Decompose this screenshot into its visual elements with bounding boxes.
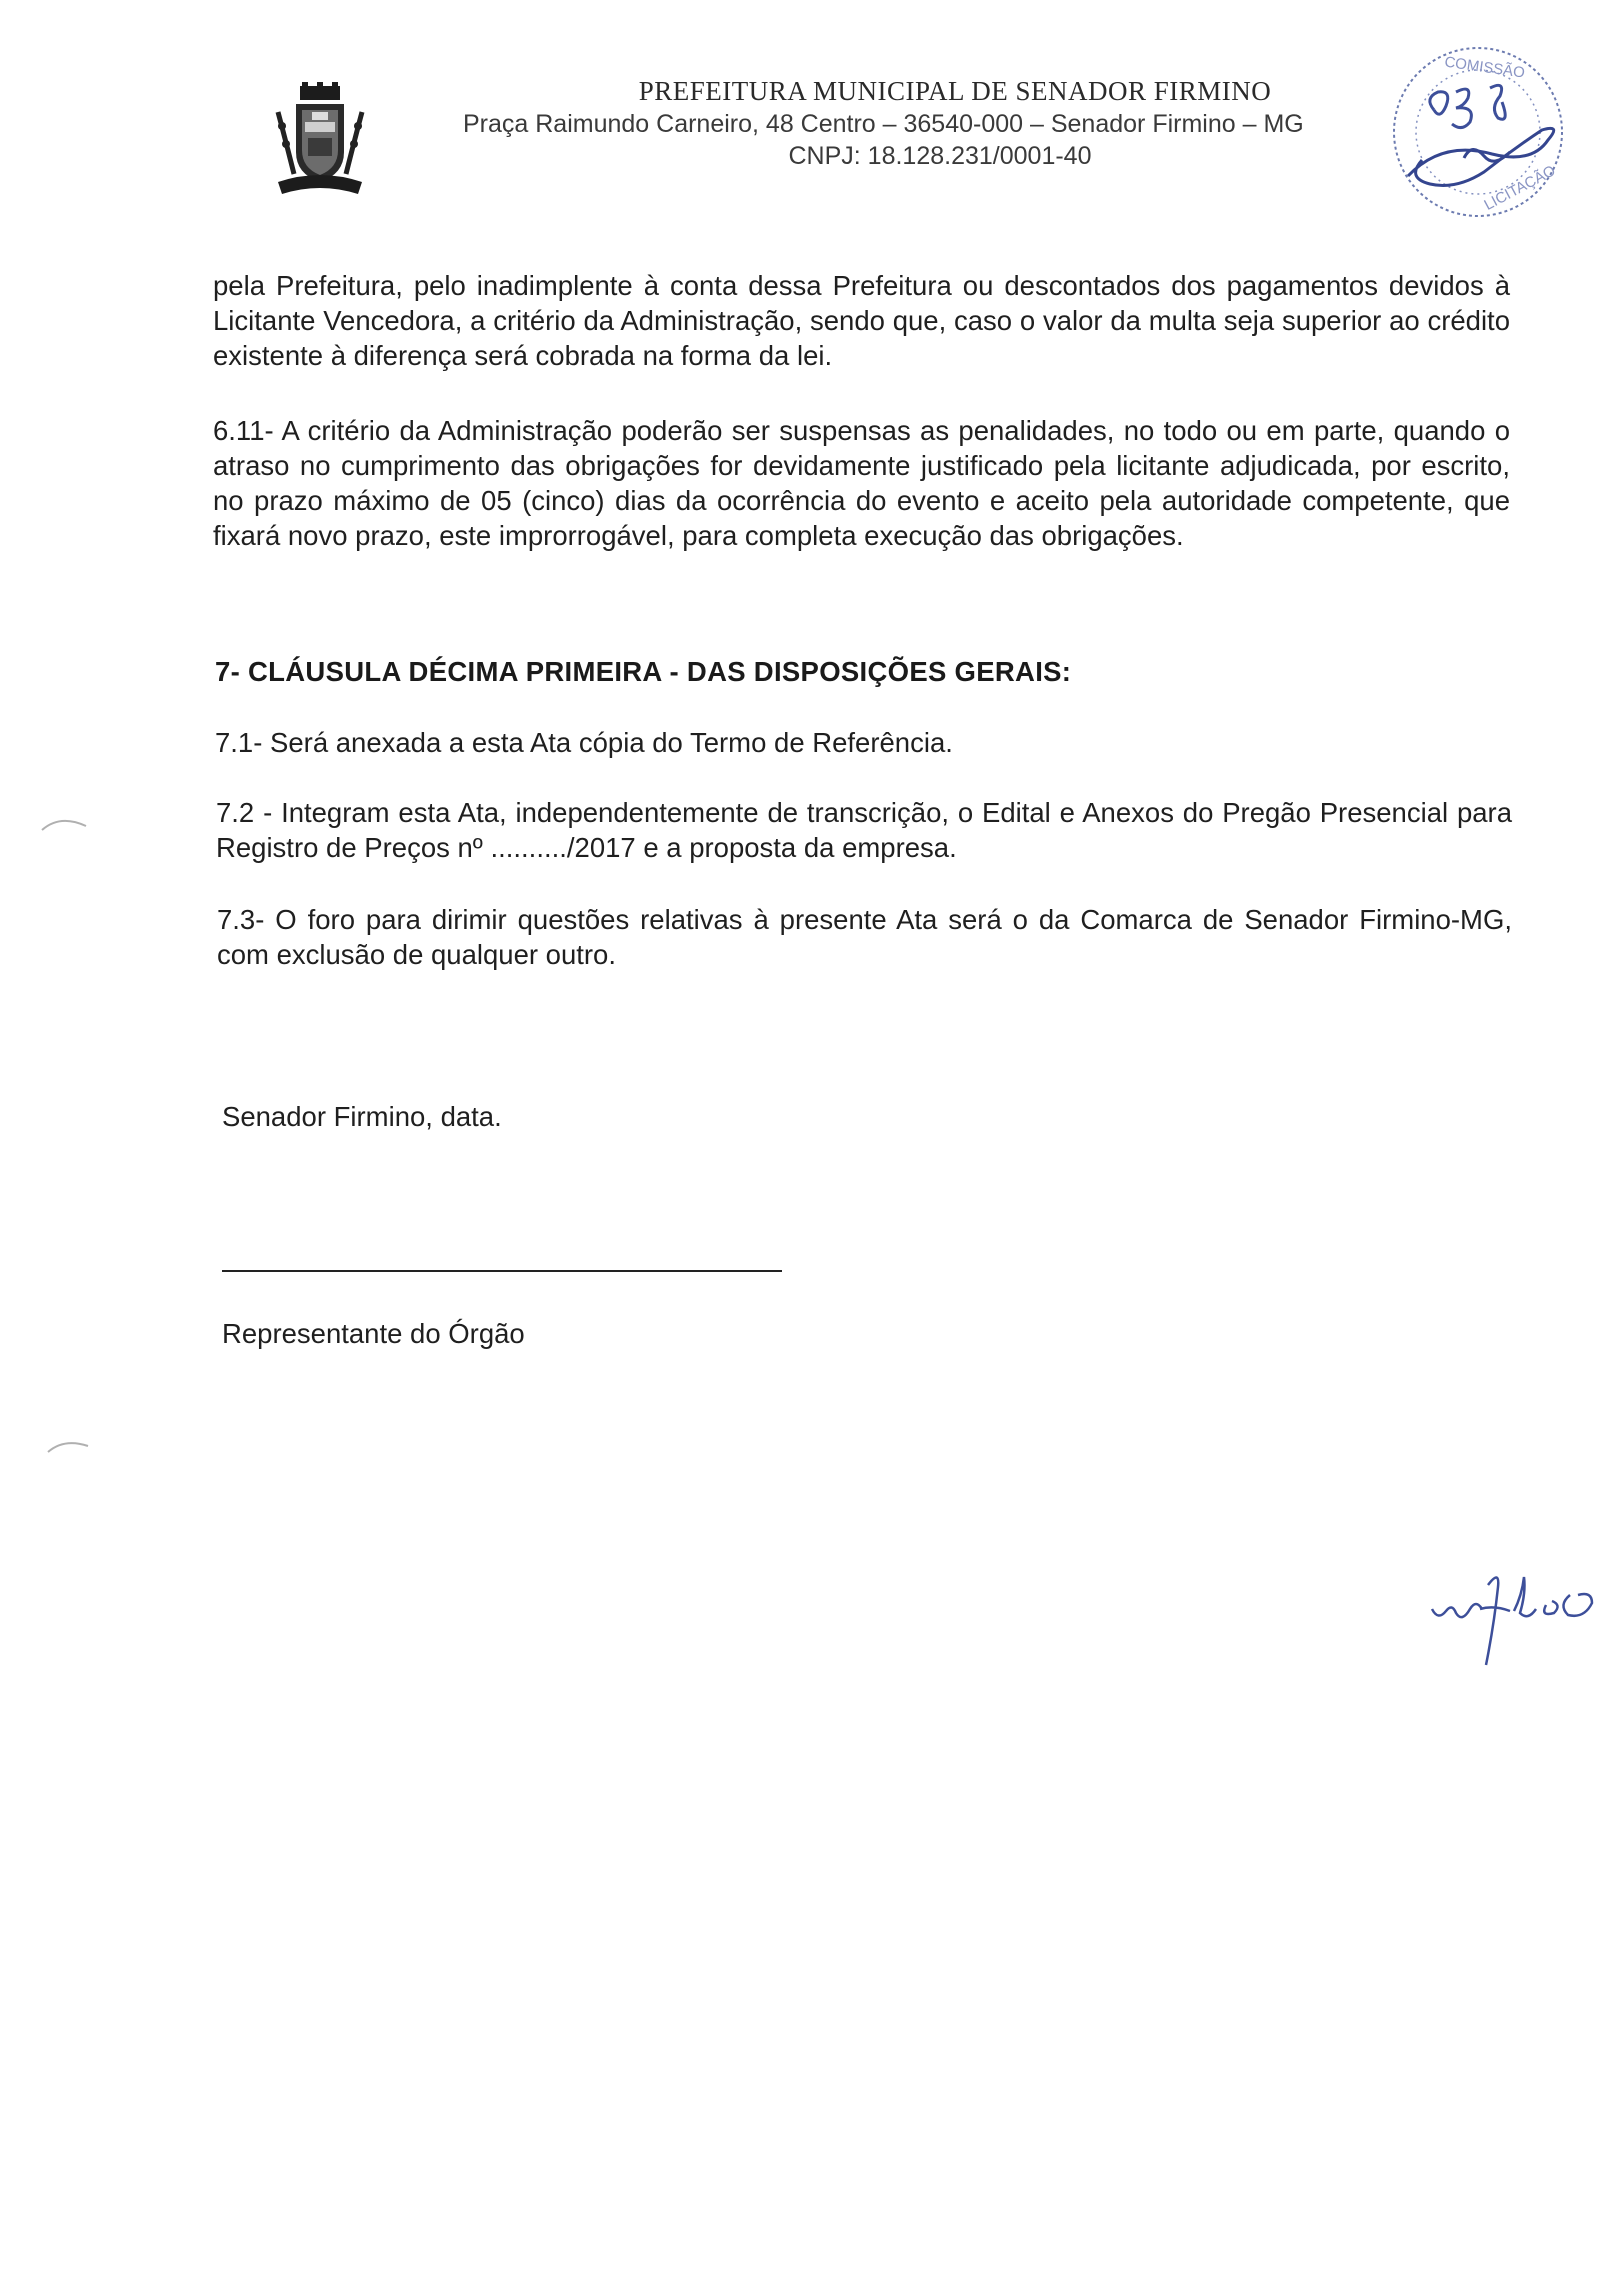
letterhead-title: PREFEITURA MUNICIPAL DE SENADOR FIRMINO bbox=[638, 76, 1272, 106]
section-heading-7: 7- CLÁUSULA DÉCIMA PRIMEIRA - DAS DISPOSIÇÕES GERAIS: bbox=[215, 656, 1072, 687]
scan-mark-icon bbox=[46, 1436, 90, 1456]
commission-stamp-icon bbox=[1372, 40, 1578, 222]
handwritten-rubric-icon bbox=[1428, 1565, 1598, 1675]
svg-text:LICITAÇÃO: LICITAÇÃO bbox=[1481, 162, 1559, 214]
svg-text:COMISSÃO: COMISSÃO bbox=[1443, 53, 1526, 82]
signature-line bbox=[222, 1270, 782, 1272]
municipal-crest-icon bbox=[272, 82, 368, 200]
scan-mark-icon bbox=[40, 812, 88, 834]
clause-7-1: 7.1- Será anexada a esta Ata cópia do Termo de Referência. bbox=[215, 727, 953, 758]
clause-6-11: 6.11- A critério da Administração poderão ser suspensas as penalidades, no todo ou em parte, quando o atraso no cumprimento das obrigações for devidamente justificado pela licitante adjudicada, por escrito, no prazo máximo de 05 (cinco) dias da ocorrência do evento e aceito pela autoridade competente, que fixará novo prazo, este improrrogável, para completa execução das obrigações. bbox=[213, 415, 1510, 551]
letterhead-cnpj: CNPJ: 18.128.231/0001-40 bbox=[788, 142, 1092, 170]
letterhead bbox=[440, 74, 1440, 172]
signature-label: Representante do Órgão bbox=[222, 1318, 525, 1349]
letterhead-address: Praça Raimundo Carneiro, 48 Centro – 36540-000 – Senador Firmino – MG bbox=[463, 110, 1304, 138]
clause-7-2: 7.2 - Integram esta Ata, independentemente de transcrição, o Edital e Anexos do Pregão Presencial para Registro de Preços nº ........../2017 e a proposta da empresa. bbox=[216, 797, 1512, 863]
place-and-date: Senador Firmino, data. bbox=[222, 1101, 502, 1132]
clause-7-3: 7.3- O foro para dirimir questões relativas à presente Ata será o da Comarca de Senador Firmino-MG, com exclusão de qualquer outro. bbox=[217, 904, 1512, 970]
paragraph-continuation: pela Prefeitura, pelo inadimplente à conta dessa Prefeitura ou descontados dos pagamentos devidos à Licitante Vencedora, a critério da Administração, sendo que, caso o valor da multa seja superior ao crédito existente à diferença será cobrada na forma da lei. bbox=[213, 270, 1510, 371]
